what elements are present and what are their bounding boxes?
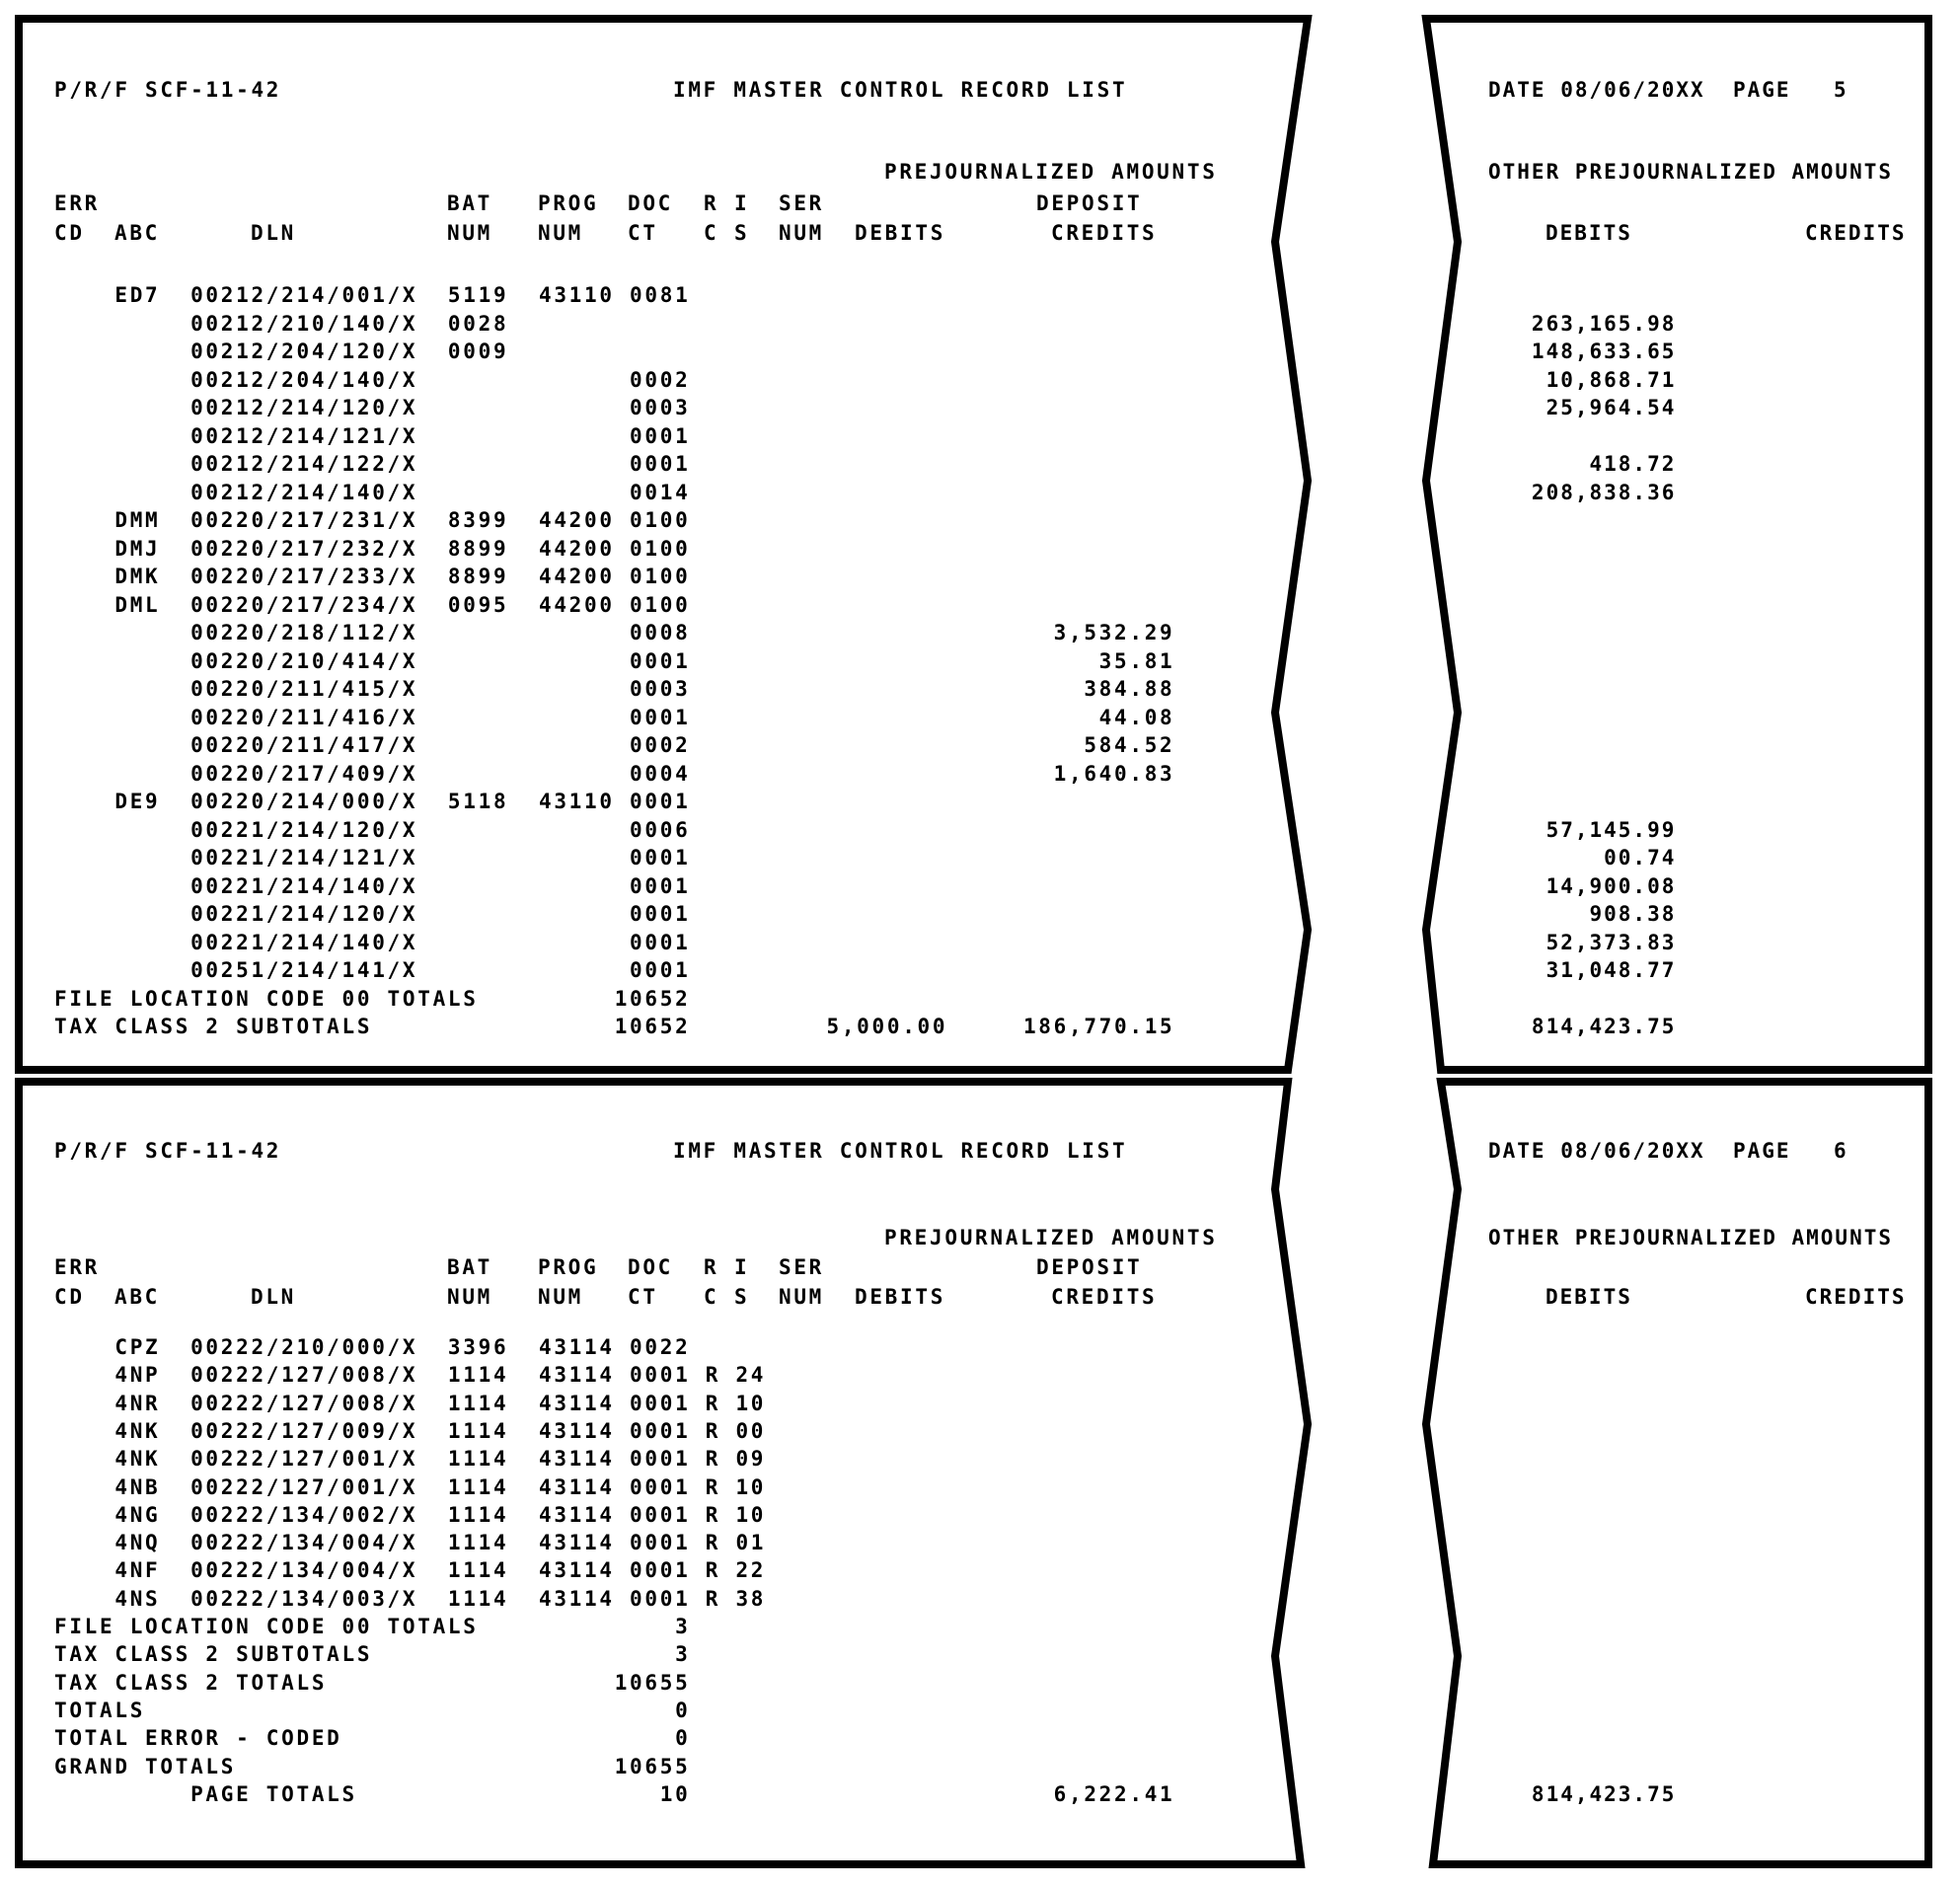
col-header-doc: DOC xyxy=(628,191,674,215)
record-row-line: 4NQ 00222/134/004/X 1114 43114 0001 R 01 xyxy=(54,1531,767,1554)
record-row-other-amount: 10,868.71 xyxy=(1488,368,1677,392)
col-header-deposit: DEPOSIT xyxy=(1036,191,1143,215)
col-header-debits: DEBITS xyxy=(855,221,946,245)
record-row-line: DML 00220/217/234/X 0095 44200 0100 xyxy=(54,593,691,617)
record-row-other-amount: 208,838.36 xyxy=(1488,481,1677,504)
record-row-line: 00212/214/122/X 0001 xyxy=(54,452,691,476)
record-row-line: DMK 00220/217/233/X 8899 44200 0100 xyxy=(54,565,691,588)
page6-other-debits-header: DEBITS xyxy=(1545,1285,1632,1309)
col-header-prog: PROG xyxy=(538,191,599,215)
record-row-line: 4NK 00222/127/001/X 1114 43114 0001 R 09 xyxy=(54,1447,767,1471)
page6-report-id: P/R/F SCF-11-42 xyxy=(54,1139,282,1163)
totals-row-line: TOTAL ERROR - CODED 0 xyxy=(54,1726,691,1750)
record-row-line: 4NS 00222/134/003/X 1114 43114 0001 R 38 xyxy=(54,1587,767,1611)
record-row-other-amount: 25,964.54 xyxy=(1488,396,1677,419)
col-header-ser-num: NUM xyxy=(779,1285,825,1309)
totals-row-line: TOTALS 0 xyxy=(54,1699,691,1722)
record-row-line: DMM 00220/217/231/X 8399 44200 0100 xyxy=(54,508,691,532)
col-header-s: S xyxy=(734,221,750,245)
col-header-c: C xyxy=(704,1285,719,1309)
record-row-line: 00221/214/121/X 0001 xyxy=(54,846,691,869)
totals-row-line: PAGE TOTALS 10 6,222.41 xyxy=(54,1782,1175,1806)
record-row-line: 00220/217/409/X 0004 1,640.83 xyxy=(54,762,1175,786)
col-header-i: I xyxy=(734,191,750,215)
page6-date: DATE 08/06/20XX xyxy=(1488,1139,1705,1163)
col-header-cd: CD xyxy=(54,1285,85,1309)
record-row-line: 00221/214/140/X 0001 xyxy=(54,874,691,898)
col-header-err: ERR xyxy=(54,1255,101,1279)
record-row-line: 00251/214/141/X 0001 xyxy=(54,958,691,982)
col-header-bat: BAT xyxy=(447,1255,493,1279)
record-row-line: DE9 00220/214/000/X 5118 43110 0001 xyxy=(54,790,691,813)
record-row-line: 00221/214/140/X 0001 xyxy=(54,931,691,954)
col-header-s: S xyxy=(734,1285,750,1309)
col-header-debits: DEBITS xyxy=(855,1285,946,1309)
page6-page-number: 6 xyxy=(1834,1139,1848,1163)
record-row-line: 4NG 00222/134/002/X 1114 43114 0001 R 10 xyxy=(54,1503,767,1527)
totals-row-line: FILE LOCATION CODE 00 TOTALS 10652 xyxy=(54,987,691,1011)
record-row-line: 4NP 00222/127/008/X 1114 43114 0001 R 24 xyxy=(54,1363,767,1387)
totals-row-line: TAX CLASS 2 TOTALS 10655 xyxy=(54,1671,691,1695)
record-row-line: 00212/210/140/X 0028 xyxy=(54,312,509,336)
col-header-abc: ABC xyxy=(114,1285,161,1309)
col-header-i: I xyxy=(734,1255,750,1279)
record-row-line: 00212/214/120/X 0003 xyxy=(54,396,691,419)
record-row-line: 4NF 00222/134/004/X 1114 43114 0001 R 22 xyxy=(54,1558,767,1582)
col-header-cd: CD xyxy=(54,221,85,245)
record-row-line: ED7 00212/214/001/X 5119 43110 0081 xyxy=(54,283,691,307)
page5-page-label: PAGE xyxy=(1733,78,1791,102)
col-header-err: ERR xyxy=(54,191,101,215)
col-header-prog-num: NUM xyxy=(538,1285,584,1309)
record-row-line: 00212/204/140/X 0002 xyxy=(54,368,691,392)
col-header-ser-num: NUM xyxy=(779,221,825,245)
col-header-bat-num: NUM xyxy=(447,221,493,245)
record-row-other-amount: 31,048.77 xyxy=(1488,958,1677,982)
totals-row-line: TAX CLASS 2 SUBTOTALS 10652 5,000.00 186,770.15 xyxy=(54,1015,1175,1038)
col-header-c: C xyxy=(704,221,719,245)
totals-row-other-amount: 814,423.75 xyxy=(1488,1782,1677,1806)
page5-other-header: OTHER PREJOURNALIZED AMOUNTS xyxy=(1488,160,1894,184)
col-header-doc: DOC xyxy=(628,1255,674,1279)
page6-report-title: IMF MASTER CONTROL RECORD LIST xyxy=(673,1139,1128,1163)
page5-page-number: 5 xyxy=(1834,78,1848,102)
col-header-prog-num: NUM xyxy=(538,221,584,245)
page6-other-credits-header: CREDITS xyxy=(1805,1285,1907,1309)
col-header-abc: ABC xyxy=(114,221,161,245)
record-row-line: 00212/214/140/X 0014 xyxy=(54,481,691,504)
col-header-prog: PROG xyxy=(538,1255,599,1279)
record-row-line: 00220/210/414/X 0001 35.81 xyxy=(54,649,1175,673)
record-row-line: 00220/211/415/X 0003 384.88 xyxy=(54,677,1175,701)
col-header-credits: CREDITS xyxy=(1051,221,1158,245)
col-header-doc-ct: CT xyxy=(628,221,658,245)
page5-report-title: IMF MASTER CONTROL RECORD LIST xyxy=(673,78,1128,102)
record-row-line: 4NR 00222/127/008/X 1114 43114 0001 R 10 xyxy=(54,1392,767,1415)
record-row-line: 00212/204/120/X 0009 xyxy=(54,340,509,363)
record-row-other-amount: 418.72 xyxy=(1488,452,1677,476)
record-row-other-amount: 908.38 xyxy=(1488,902,1677,926)
page5-date: DATE 08/06/20XX xyxy=(1488,78,1705,102)
record-row-line: CPZ 00222/210/000/X 3396 43114 0022 xyxy=(54,1335,691,1359)
record-row-line: DMJ 00220/217/232/X 8899 44200 0100 xyxy=(54,537,691,561)
record-row-other-amount: 00.74 xyxy=(1488,846,1677,869)
col-header-doc-ct: CT xyxy=(628,1285,658,1309)
record-row-line: 00220/211/416/X 0001 44.08 xyxy=(54,706,1175,729)
page5-other-credits-header: CREDITS xyxy=(1805,221,1907,245)
totals-row-line: FILE LOCATION CODE 00 TOTALS 3 xyxy=(54,1615,691,1638)
record-row-other-amount: 148,633.65 xyxy=(1488,340,1677,363)
record-row-other-amount: 52,373.83 xyxy=(1488,931,1677,954)
col-header-dln: DLN xyxy=(251,1285,297,1309)
totals-row-line: TAX CLASS 2 SUBTOTALS 3 xyxy=(54,1642,691,1666)
record-row-line: 00221/214/120/X 0001 xyxy=(54,902,691,926)
col-header-ser: SER xyxy=(779,1255,825,1279)
record-row-other-amount: 14,900.08 xyxy=(1488,874,1677,898)
record-row-line: 00221/214/120/X 0006 xyxy=(54,818,691,842)
page5-prejournalized-header: PREJOURNALIZED AMOUNTS xyxy=(884,160,1218,184)
record-row-line: 4NK 00222/127/009/X 1114 43114 0001 R 00 xyxy=(54,1419,767,1443)
col-header-bat: BAT xyxy=(447,191,493,215)
record-row-line: 00220/218/112/X 0008 3,532.29 xyxy=(54,621,1175,644)
totals-row-line: GRAND TOTALS 10655 xyxy=(54,1755,691,1778)
record-row-other-amount: 263,165.98 xyxy=(1488,312,1677,336)
totals-row-other-amount: 814,423.75 xyxy=(1488,1015,1677,1038)
col-header-dln: DLN xyxy=(251,221,297,245)
page6-right-sheet-border xyxy=(1426,1082,1928,1864)
col-header-credits: CREDITS xyxy=(1051,1285,1158,1309)
page5-report-id: P/R/F SCF-11-42 xyxy=(54,78,282,102)
record-row-other-amount: 57,145.99 xyxy=(1488,818,1677,842)
page6-prejournalized-header: PREJOURNALIZED AMOUNTS xyxy=(884,1226,1218,1249)
col-header-r: R xyxy=(704,191,719,215)
page6-page-label: PAGE xyxy=(1733,1139,1791,1163)
col-header-r: R xyxy=(704,1255,719,1279)
record-row-line: 00212/214/121/X 0001 xyxy=(54,424,691,448)
page5-other-debits-header: DEBITS xyxy=(1545,221,1632,245)
record-row-line: 00220/211/417/X 0002 584.52 xyxy=(54,733,1175,757)
col-header-ser: SER xyxy=(779,191,825,215)
col-header-deposit: DEPOSIT xyxy=(1036,1255,1143,1279)
col-header-bat-num: NUM xyxy=(447,1285,493,1309)
record-row-line: 4NB 00222/127/001/X 1114 43114 0001 R 10 xyxy=(54,1475,767,1499)
page6-other-header: OTHER PREJOURNALIZED AMOUNTS xyxy=(1488,1226,1894,1249)
